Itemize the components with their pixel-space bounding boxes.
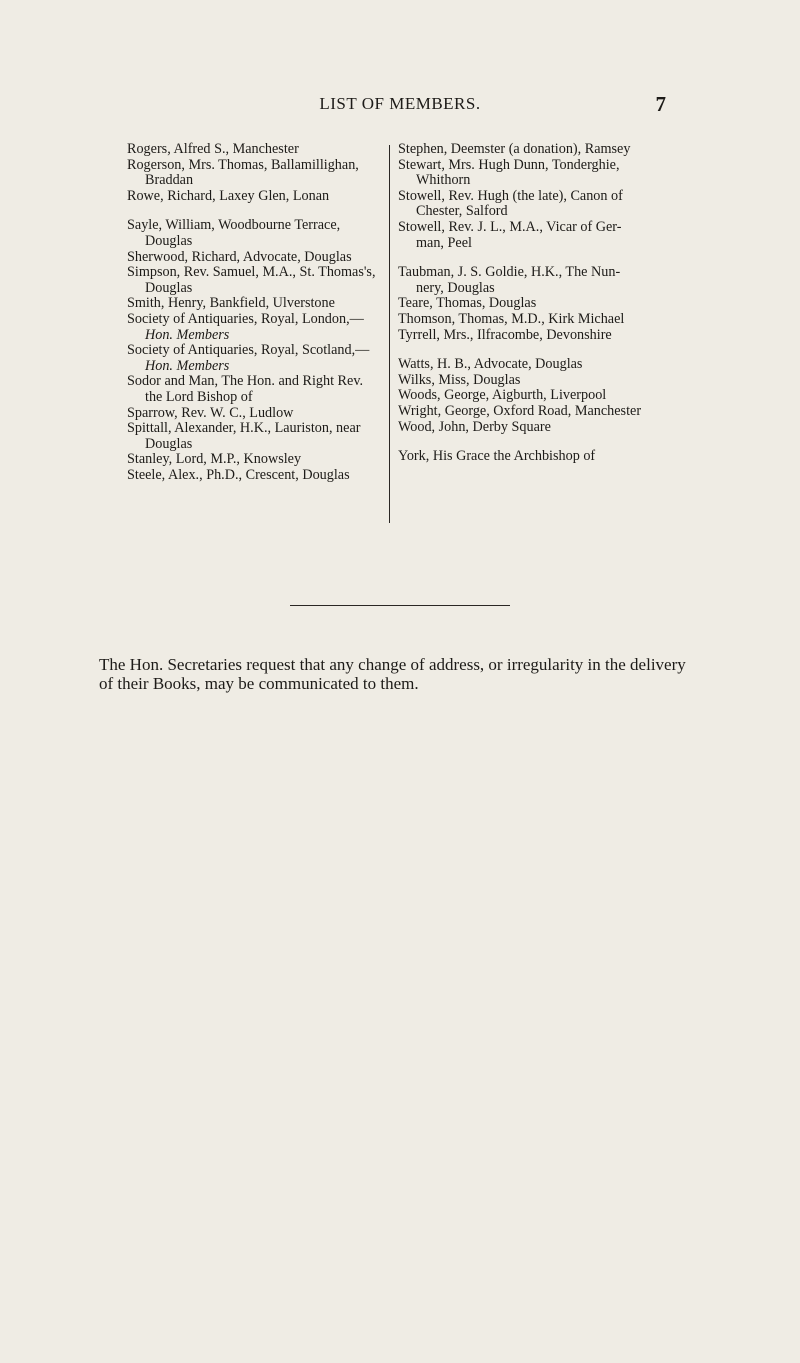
member-entry-line: Society of Antiquaries, Royal, London,— bbox=[127, 310, 364, 327]
member-entry bbox=[398, 328, 660, 344]
member-entry bbox=[127, 250, 385, 266]
member-entry bbox=[398, 158, 660, 189]
member-entry bbox=[127, 296, 385, 312]
member-entry bbox=[127, 343, 385, 374]
member-entry bbox=[398, 388, 660, 404]
member-entry-line: Stanley, Lord, M.P., Knowsley bbox=[127, 451, 302, 468]
member-list-right-column bbox=[398, 142, 660, 465]
member-entry bbox=[398, 220, 660, 251]
member-entry-line: Smith, Henry, Bankfield, Ulverstone bbox=[127, 295, 335, 312]
member-entry-continuation: Hon. Members bbox=[145, 326, 230, 343]
notice-line-1: The Hon. Secretaries request that any change of address, or irregularity in the delivery bbox=[99, 655, 686, 674]
member-entry-continuation: Hon. Members bbox=[145, 357, 230, 374]
notice-line-2: of their Books, may be communicated to them. bbox=[99, 674, 419, 693]
member-entry bbox=[398, 312, 660, 328]
member-entry bbox=[127, 452, 385, 468]
member-entry bbox=[127, 218, 385, 249]
member-entry bbox=[398, 142, 660, 158]
column-divider bbox=[389, 145, 390, 523]
member-entry-continuation: man, Peel bbox=[416, 234, 472, 251]
member-entry-line: Woods, George, Aigburth, Liverpool bbox=[398, 387, 607, 404]
member-entry-line: Taubman, J. S. Goldie, H.K., The Nun- bbox=[398, 264, 621, 281]
member-entry-continuation: Whithorn bbox=[416, 172, 471, 189]
member-entry-line: York, His Grace the Archbishop of bbox=[398, 448, 596, 465]
member-entry-line: Sayle, William, Woodbourne Terrace, bbox=[127, 217, 341, 234]
member-entry-continuation: Douglas bbox=[145, 232, 193, 249]
member-entry-line: Society of Antiquaries, Royal, Scotland,— bbox=[127, 342, 370, 359]
member-entry-line: Wright, George, Oxford Road, Manchester bbox=[398, 402, 642, 419]
member-entry bbox=[127, 374, 385, 405]
member-entry bbox=[398, 373, 660, 389]
member-entry-line: Spittall, Alexander, H.K., Lauriston, near bbox=[127, 420, 361, 437]
member-entry bbox=[127, 406, 385, 422]
member-entry-line: Tyrrell, Mrs., Ilfracombe, Devonshire bbox=[398, 326, 612, 343]
member-entry-line: Teare, Thomas, Douglas bbox=[398, 295, 537, 312]
member-entry bbox=[127, 468, 385, 484]
member-entry-line: Sodor and Man, The Hon. and Right Rev. bbox=[127, 373, 364, 390]
member-entry-line: Wood, John, Derby Square bbox=[398, 418, 551, 435]
member-entry-line: Sherwood, Richard, Advocate, Douglas bbox=[127, 248, 352, 265]
member-entry bbox=[398, 189, 660, 220]
member-entry-continuation: Braddan bbox=[145, 172, 194, 189]
member-entry-continuation: Douglas bbox=[145, 279, 193, 296]
member-entry-continuation: Douglas bbox=[145, 435, 193, 452]
member-entry-line: Stephen, Deemster (a donation), Ramsey bbox=[398, 141, 631, 157]
member-entry-line: Rogers, Alfred S., Manchester bbox=[127, 141, 299, 157]
page-number: 7 bbox=[655, 92, 666, 116]
member-entry-line: Stowell, Rev. J. L., M.A., Vicar of Ger- bbox=[398, 218, 622, 235]
member-entry-line: Rowe, Richard, Laxey Glen, Lonan bbox=[127, 187, 330, 204]
member-entry-line: Steele, Alex., Ph.D., Crescent, Douglas bbox=[127, 466, 350, 483]
member-entry bbox=[398, 420, 660, 436]
member-entry-line: Watts, H. B., Advocate, Douglas bbox=[398, 356, 583, 373]
member-entry bbox=[127, 265, 385, 296]
section-rule bbox=[290, 605, 510, 606]
member-entry-line: Thomson, Thomas, M.D., Kirk Michael bbox=[398, 310, 625, 327]
member-entry-continuation: Chester, Salford bbox=[416, 203, 508, 220]
member-entry bbox=[127, 189, 385, 205]
member-entry-line: Stowell, Rev. Hugh (the late), Canon of bbox=[398, 187, 623, 204]
member-entry-line: Rogerson, Mrs. Thomas, Ballamillighan, bbox=[127, 156, 359, 173]
member-entry bbox=[127, 312, 385, 343]
member-list-left-column bbox=[127, 142, 385, 483]
member-entry-line: Simpson, Rev. Samuel, M.A., St. Thomas's, bbox=[127, 264, 376, 281]
member-entry bbox=[127, 158, 385, 189]
secretaries-notice bbox=[99, 655, 719, 693]
member-entry-line: Sparrow, Rev. W. C., Ludlow bbox=[127, 404, 294, 421]
member-entry-line: Stewart, Mrs. Hugh Dunn, Tonderghie, bbox=[398, 156, 620, 173]
member-entry bbox=[398, 404, 660, 420]
running-title: LIST OF MEMBERS. bbox=[319, 94, 481, 113]
member-entry bbox=[127, 142, 385, 158]
member-entry bbox=[398, 449, 660, 465]
member-entry-continuation: nery, Douglas bbox=[416, 279, 495, 296]
member-entry bbox=[398, 357, 660, 373]
member-entry bbox=[398, 265, 660, 296]
page-header bbox=[0, 94, 800, 124]
member-entry bbox=[398, 296, 660, 312]
member-entry-line: Wilks, Miss, Douglas bbox=[398, 371, 521, 388]
member-entry bbox=[127, 421, 385, 452]
member-entry-continuation: the Lord Bishop of bbox=[145, 388, 253, 405]
